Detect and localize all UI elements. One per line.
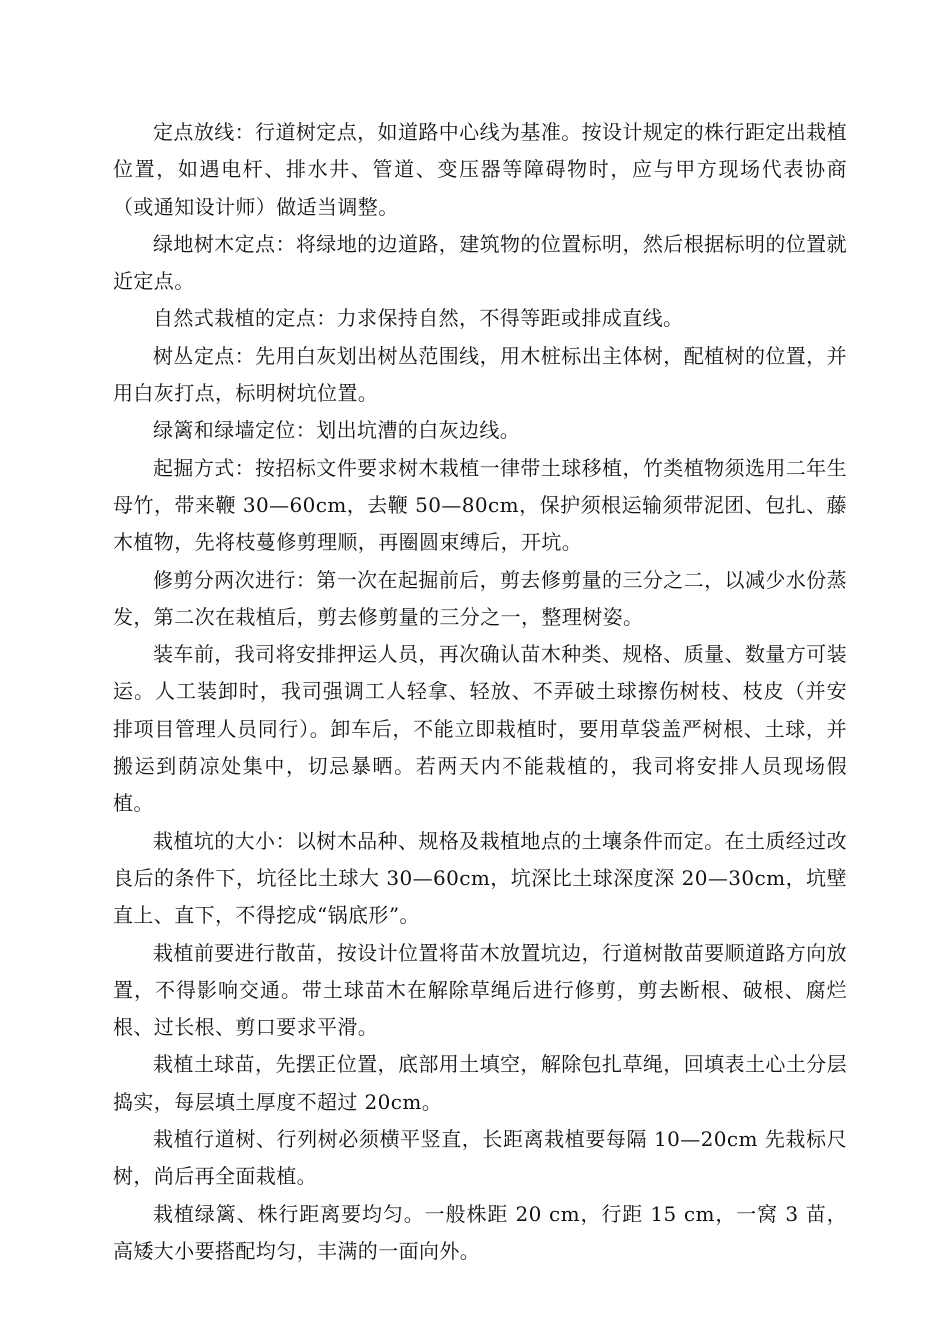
paragraph-seedling-distribution: 栽植前要进行散苗，按设计位置将苗木放置坑边，行道树散苗要顺道路方向放置，不得影响交通。带土球苗木在解除草绳后进行修剪，剪去断根、破根、腐烂根、过长根、剪口要求平滑。 [113,940,847,1040]
paragraph-loading: 装车前，我司将安排押运人员，再次确认苗木种类、规格、质量、数量方可装运。人工装卸时，我司强调工人轻拿、轻放、不弄破土球擦伤树枝、枝皮（并安排项目管理人员同行）。卸车后，不能立即栽植时，要用草袋盖严树根、土球，并搬运到荫凉处集中，切忌暴晒。若两天内不能栽植的，我司将安排人员现场假植。 [113,642,847,816]
paragraph-pit-size: 栽植坑的大小：以树木品种、规格及栽植地点的土壤条件而定。在土质经过改良后的条件下，坑径比土球大 30—60cm，坑深比土球深度深 20—30cm，坑壁直上、直下，不得挖成“锅底形”。 [113,828,847,928]
paragraph-grove-staking: 树丛定点：先用白灰划出树丛范围线，用木桩标出主体树，配植树的位置，并用白灰打点，标明树坑位置。 [113,343,847,406]
paragraph-hedge-positioning: 绿篱和绿墙定位：划出坑漕的白灰边线。 [153,418,521,443]
paragraph-greenland-staking: 绿地树木定点：将绿地的边道路，建筑物的位置标明，然后根据标明的位置就近定点。 [113,231,847,294]
paragraph-street-tree-planting: 栽植行道树、行列树必须横平竖直，长距离栽植要每隔 10—20cm 先栽标尺树，尚后再全面栽植。 [113,1127,847,1189]
paragraph-digging-method: 起掘方式：按招标文件要求树木栽植一律带土球移植，竹类植物须选用二年生母竹，带来鞭 30—60cm，去鞭 50—80cm，保护须根运输须带泥团、包扎、藤木植物，先将枝蔓修剪理顺，再圈圆束缚后，开坑。 [113,455,847,555]
paragraph-hedge-planting: 栽植绿篱、株行距离要均匀。一般株距 20 cm，行距 15 cm，一窝 3 苗，高矮大小要搭配均匀，丰满的一面向外。 [113,1201,847,1263]
paragraph-staking-out: 定点放线：行道树定点，如道路中心线为基准。按设计规定的株行距定出栽植位置，如遇电杆、排水井、管道、变压器等障碍物时，应与甲方现场代表协商（或通知设计师）做适当调整。 [113,120,847,219]
paragraph-natural-planting: 自然式栽植的定点：力求保持自然，不得等距或排成直线。 [153,306,684,331]
paragraph-root-ball-planting: 栽植土球苗，先摆正位置，底部用土填空，解除包扎草绳，回填表土心土分层捣实，每层填土厚度不超过 20cm。 [113,1052,847,1114]
document-body [113,114,847,1270]
paragraph-pruning: 修剪分两次进行：第一次在起掘前后，剪去修剪量的三分之二，以减少水份蒸发，第二次在栽植后，剪去修剪量的三分之一，整理树姿。 [113,567,847,629]
